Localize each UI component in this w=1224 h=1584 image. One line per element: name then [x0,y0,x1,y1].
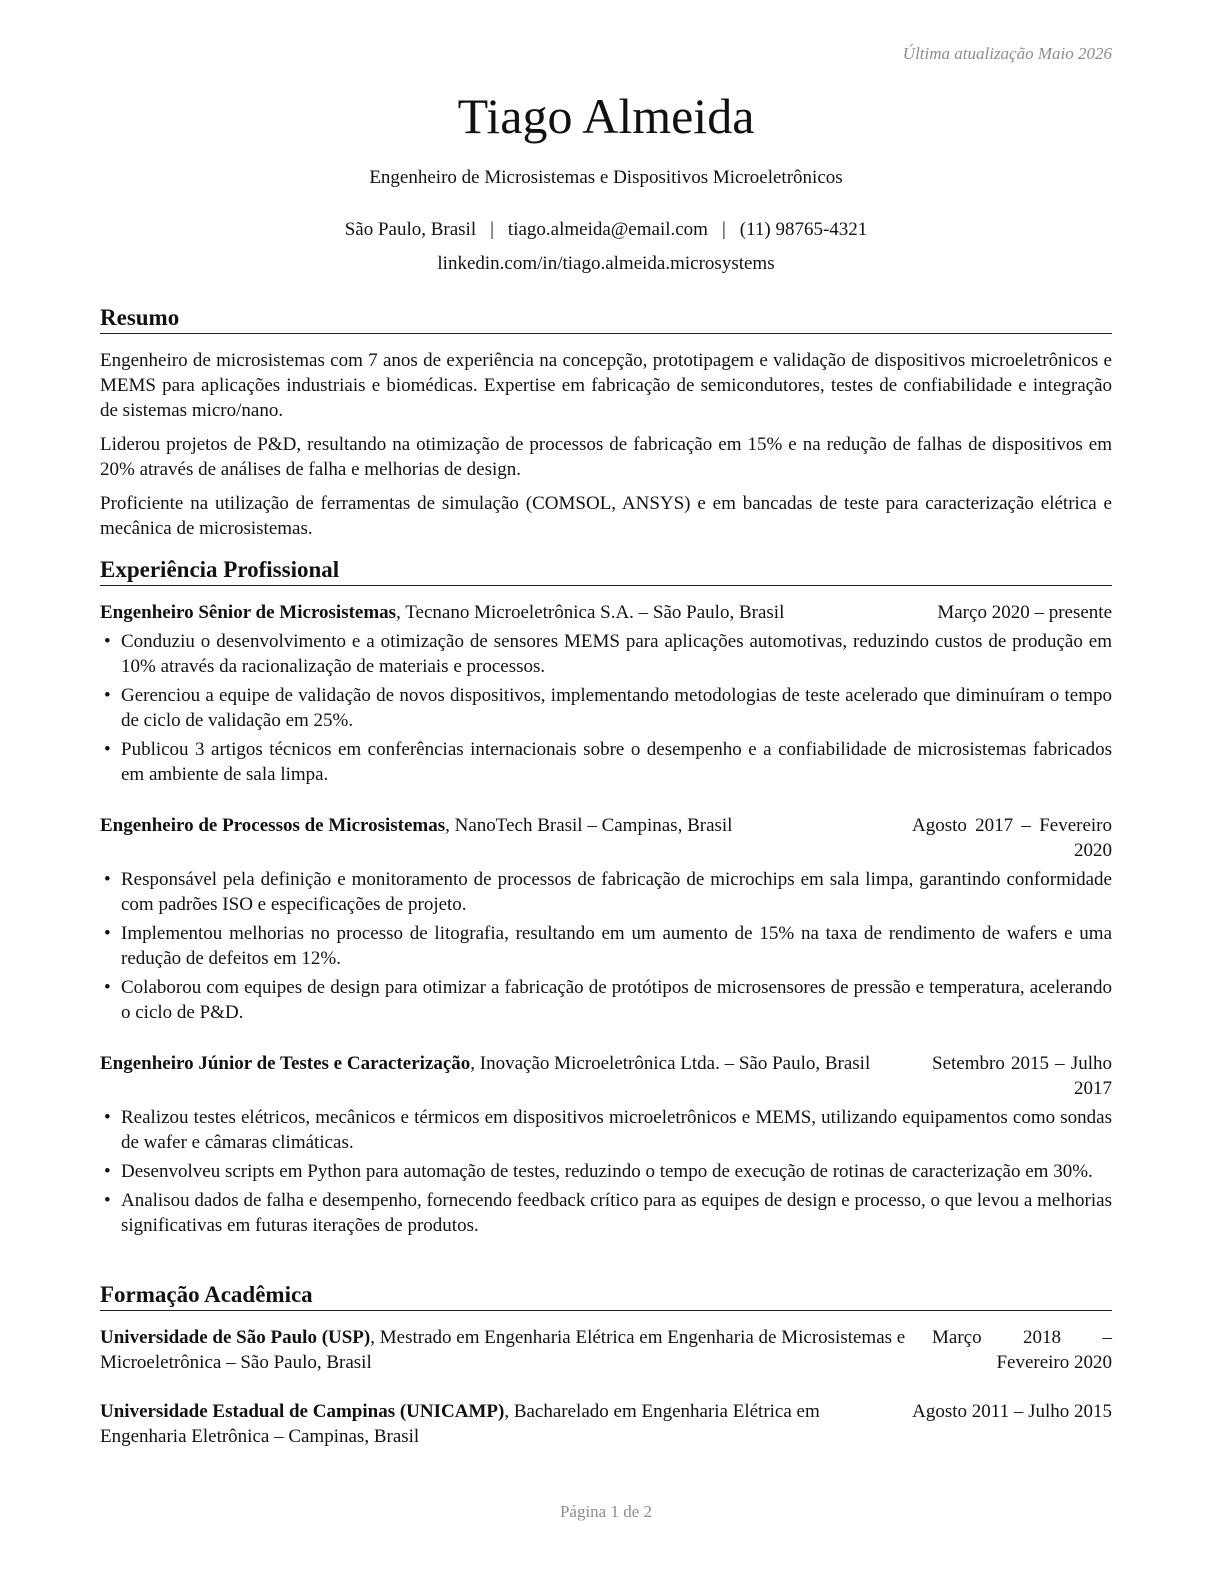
job-bullets [100,1105,1112,1238]
linkedin-link[interactable]: linkedin.com/in/tiago.almeida.microsystems [437,253,775,274]
contact-separator: | [721,219,726,240]
entry-header [100,600,1112,625]
bullet-text: Conduziu o desenvolvimento e a otimização de sensores MEMS para aplicações automotivas, reduzindo custos de produção em 10% através da racionalização de materiais e processos. [121,631,1112,677]
job-org: , NanoTech Brasil – Campinas, Brasil [445,815,733,836]
bullet-text: Desenvolveu scripts em Python para automação de testes, reduzindo o tempo de execução de rotinas de caracterização em 30%. [121,1161,1093,1182]
education-dates: Março 2018 – Fevereiro 2020 [932,1327,1112,1373]
experience-entry [100,1051,1112,1242]
page-number: Página 1 de 2 [559,1502,653,1521]
bullet-text: Analisou dados de falha e desempenho, fornecendo feedback crítico para as equipes de design e processo, o que levou a melhorias significativas em futuras iterações de produtos. [121,1190,1112,1236]
bullet-icon: • [104,977,111,998]
job-role: Engenheiro Júnior de Testes e Caracterização [100,1053,471,1074]
job-dates: Setembro 2015 – Julho 2017 [932,1053,1112,1099]
school-name: Universidade Estadual de Campinas (UNICAMP) [100,1401,505,1422]
education-entry [100,1325,1112,1375]
bullet-text: Realizou testes elétricos, mecânicos e térmicos em dispositivos microeletrônicos e MEMS, utilizando equipamentos como sondas de wafer e câmaras climáticas. [121,1107,1112,1153]
resume-page [100,0,1112,1584]
candidate-role: Engenheiro de Microsistemas e Dispositivos Microeletrônicos [369,167,843,188]
section-title-education: Formação Acadêmica [100,1281,1112,1311]
bullet-text: Implementou melhorias no processo de litografia, resultando em um aumento de 15% na taxa de rendimento de wafers e uma redução de defeitos em 12%. [121,923,1112,969]
degree-detail: , Bacharelado em Engenharia Elétrica em Engenharia Eletrônica – Campinas, Brasil [100,1401,820,1447]
contact-phone: (11) 98765-4321 [739,219,868,240]
education-entry [100,1399,1112,1449]
bullet-icon: • [104,869,111,890]
summary-paragraph: Proficiente na utilização de ferramentas de simulação (COMSOL, ANSYS) e em bancadas de teste para caracterização elétrica e mecânica de microsistemas. [100,493,1112,539]
candidate-name: Tiago Almeida [457,88,755,144]
list-item [100,921,1112,971]
entry-title [100,813,896,838]
bullet-text: Colaborou com equipes de design para otimizar a fabricação de protótipos de microsensores de pressão e temperatura, acelerando o ciclo de P&D. [121,977,1112,1023]
job-bullets [100,867,1112,1025]
contact-email[interactable]: tiago.almeida@email.com [507,219,708,240]
list-item [100,1159,1112,1184]
list-item [100,683,1112,733]
entry-header [100,1051,1112,1101]
bullet-icon: • [104,1161,111,1182]
bullet-icon: • [104,685,111,706]
list-item [100,975,1112,1025]
job-dates: Março 2020 – presente [937,602,1112,623]
experience-entry [100,813,1112,1029]
job-org: , Tecnano Microeletrônica S.A. – São Paulo, Brasil [396,602,785,623]
job-dates: Agosto 2017 – Fevereiro 2020 [912,815,1112,861]
bullet-icon: • [104,1107,111,1128]
last-updated: Última atualização Maio 2026 [902,44,1112,63]
entry-header [100,1399,1112,1449]
entry-title [100,600,921,625]
job-role: Engenheiro Sênior de Microsistemas [100,602,397,623]
job-bullets [100,629,1112,787]
bullet-text: Gerenciou a equipe de validação de novos dispositivos, implementando metodologias de teste acelerado que diminuíram o tempo de ciclo de validação em 25%. [121,685,1112,731]
summary-paragraph: Liderou projetos de P&D, resultando na otimização de processos de fabricação em 15% e na redução de falhas de dispositivos em 20% através de análises de falha e melhorias de design. [100,434,1112,480]
entry-header [100,813,1112,863]
bullet-icon: • [104,923,111,944]
contact-location: São Paulo, Brasil [344,219,477,240]
list-item [100,629,1112,679]
education-dates: Agosto 2011 – Julho 2015 [912,1401,1112,1422]
section-title-summary: Resumo [100,304,1112,334]
degree-detail: , Mestrado em Engenharia Elétrica em Engenharia de Microsistemas e Microeletrônica – São Paulo, Brasil [100,1327,906,1373]
experience-entry [100,600,1112,791]
summary-paragraph: Engenheiro de microsistemas com 7 anos de experiência na concepção, prototipagem e validação de dispositivos microeletrônicos e MEMS para aplicações industriais e biomédicas. Expertise em fabricação de semicondutores, testes de confiabilidade e integração de sistemas micro/nano. [100,350,1112,421]
contact-line [100,219,1112,241]
job-role: Engenheiro de Processos de Microsistemas [100,815,446,836]
entry-title [100,1051,916,1076]
bullet-text: Responsável pela definição e monitoramento de processos de fabricação de microchips em sala limpa, garantindo conformidade com padrões ISO e especificações de projeto. [121,869,1112,915]
entry-title [100,1399,896,1449]
bullet-icon: • [104,631,111,652]
bullet-text: Publicou 3 artigos técnicos em conferências internacionais sobre o desempenho e a confiabilidade de microsistemas fabricados em ambiente de sala limpa. [121,739,1112,785]
list-item [100,737,1112,787]
list-item [100,1105,1112,1155]
entry-title [100,1325,916,1375]
job-org: , Inovação Microeletrônica Ltda. – São Paulo, Brasil [470,1053,871,1074]
entry-header [100,1325,1112,1375]
contact-separator: | [490,219,494,240]
list-item [100,1188,1112,1238]
section-title-experience: Experiência Profissional [100,556,1112,586]
school-name: Universidade de São Paulo (USP) [100,1327,371,1348]
bullet-icon: • [104,1190,111,1211]
bullet-icon: • [104,739,111,760]
list-item [100,867,1112,917]
